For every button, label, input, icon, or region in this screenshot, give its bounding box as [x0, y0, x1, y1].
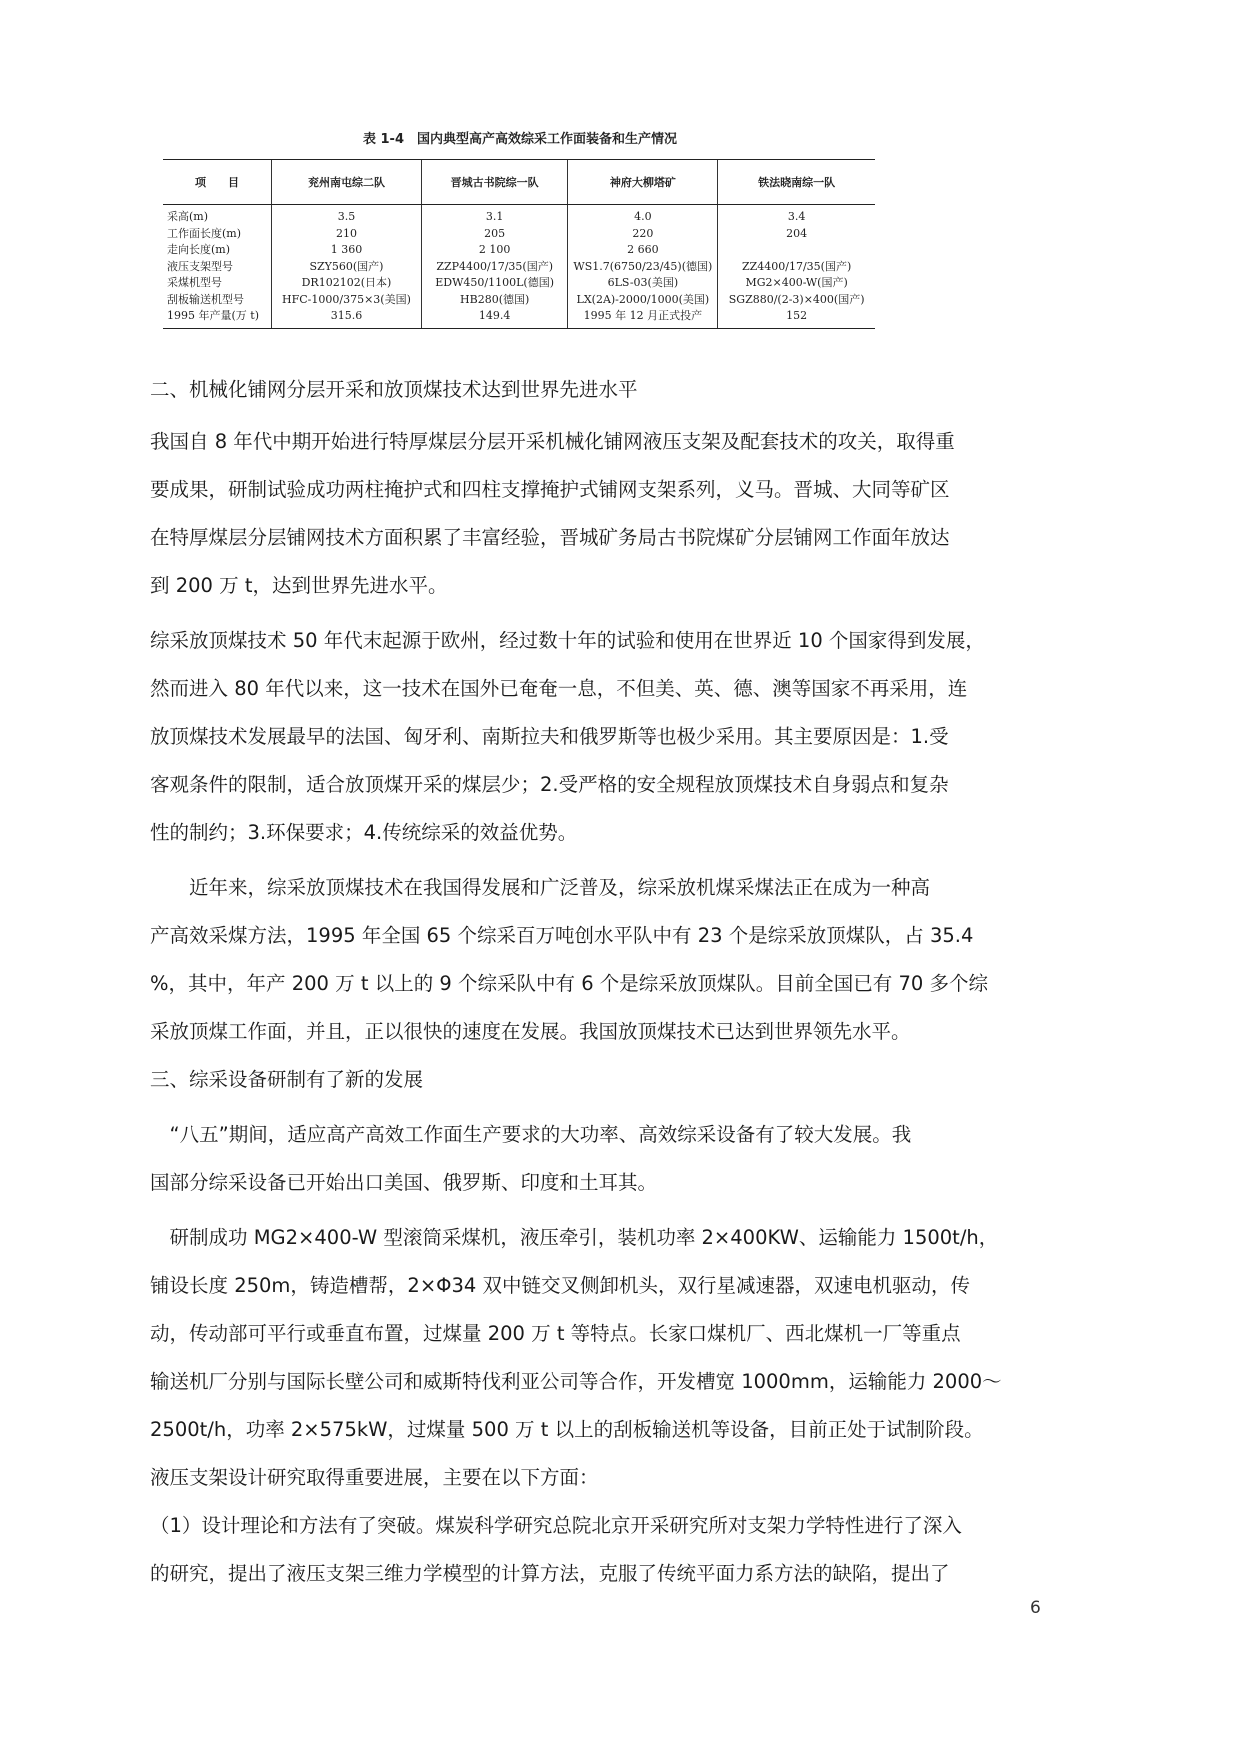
text-line: 近年来，综采放顶煤技术在我国得发展和广泛普及，综采放机煤采煤法正在成为一种高	[150, 876, 931, 899]
table-cell: 1 360	[272, 242, 422, 259]
table-cell: 4.0	[568, 205, 718, 226]
table-row	[163, 205, 875, 226]
table-cell: 1995 年 12 月正式投产	[568, 308, 718, 328]
table-cell: 2 100	[421, 242, 568, 259]
table-row	[163, 259, 875, 276]
table-cell: ZZP4400/17/35(国产)	[421, 259, 568, 276]
table-cell: 采煤机型号	[167, 276, 222, 290]
table-cell: 液压支架型号	[167, 259, 233, 273]
table-cell: 2 660	[568, 242, 718, 259]
text-line: 客观条件的限制，适合放顶煤开采的煤层少；2.受严格的安全规程放顶煤技术自身弱点和复杂	[150, 773, 949, 796]
page-number: 6	[1030, 1598, 1041, 1618]
text-line: 2500t/h，功率 2×575kW，过煤量 500 万 t 以上的刮板输送机等设备，目前正处于试制阶段。	[150, 1418, 984, 1441]
text-line: 采放顶煤工作面，并且，正以很快的速度在发展。我国放顶煤技术已达到世界领先水平。	[150, 1020, 911, 1043]
table-row	[163, 242, 875, 259]
text-line: 输送机厂分别与国际长壁公司和威斯特伐利亚公司等合作，开发槽宽 1000mm，运输能力 2000～	[150, 1370, 1002, 1393]
text-line: 我国自 8 年代中期开始进行特厚煤层分层开采机械化铺网液压支架及配套技术的攻关，取得重	[150, 430, 955, 453]
table-header-cell: 项 目	[163, 160, 272, 205]
table-cell: ZZ4400/17/35(国产)	[718, 259, 875, 276]
text-line: 性的制约；3.环保要求；4.传统综采的效益优势。	[150, 821, 578, 844]
text-line: “八五”期间，适应高产高效工作面生产要求的大功率、高效综采设备有了较大发展。我	[150, 1123, 912, 1146]
table-cell: 3.4	[718, 205, 875, 226]
table-cell: 1995 年产量(万 t)	[163, 308, 272, 328]
section-heading: 三、综采设备研制有了新的发展	[150, 1068, 424, 1091]
table-cell: WS1.7(6750/23/45)(德国)	[568, 259, 718, 276]
table-cell: EDW450/1100L(德国)	[421, 275, 568, 292]
table-cell: MG2×400-W(国产)	[718, 275, 875, 292]
section-heading: 二、机械化铺网分层开采和放顶煤技术达到世界先进水平	[150, 378, 638, 401]
table-cell: HFC-1000/375×3(美国)	[272, 292, 422, 309]
table-row	[163, 275, 875, 292]
table-cell: 210	[272, 226, 422, 243]
text-line: %，其中，年产 200 万 t 以上的 9 个综采队中有 6 个是综采放顶煤队。目前全国已有 70 多个综	[150, 972, 989, 995]
equipment-table	[163, 159, 875, 329]
text-line: 动，传动部可平行或垂直布置，过煤量 200 万 t 等特点。长家口煤机厂、西北煤机一厂等重点	[150, 1322, 961, 1345]
text-line: 到 200 万 t，达到世界先进水平。	[150, 574, 448, 597]
text-line: 铺设长度 250m，铸造槽帮，2×Φ34 双中链交叉侧卸机头，双行星减速器，双速电机驱动，传	[150, 1274, 971, 1297]
table-cell: LX(2A)-2000/1000(美国)	[568, 292, 718, 309]
table-cell: 3.5	[272, 205, 422, 226]
text-line: 液压支架设计研究取得重要进展，主要在以下方面：	[150, 1466, 599, 1489]
table-cell: 204	[718, 226, 875, 243]
table-header-cell: 铁法晓南综一队	[718, 160, 875, 205]
table-cell: DR102102(日本)	[272, 275, 422, 292]
table-cell: 6LS-03(美国)	[568, 275, 718, 292]
table-cell	[718, 242, 875, 259]
table-cell: 149.4	[421, 308, 568, 328]
table-row	[163, 226, 875, 243]
text-line: 放顶煤技术发展最早的法国、匈牙利、南斯拉夫和俄罗斯等也极少采用。其主要原因是：1.受	[150, 725, 949, 748]
text-line: 然而进入 80 年代以来，这一技术在国外已奄奄一息，不但美、英、德、澳等国家不再采用，连	[150, 677, 968, 700]
table-row	[163, 308, 875, 328]
table-cell: HB280(德国)	[421, 292, 568, 309]
text-line: 在特厚煤层分层铺网技术方面积累了丰富经验，晋城矿务局古书院煤矿分层铺网工作面年放达	[150, 526, 950, 549]
table-cell: 3.1	[421, 205, 568, 226]
table-cell: 315.6	[272, 308, 422, 328]
text-line: 国部分综采设备已开始出口美国、俄罗斯、印度和土耳其。	[150, 1171, 658, 1194]
table-cell: 刮板输送机型号	[167, 292, 244, 306]
table-cell: 205	[421, 226, 568, 243]
table-header-cell: 晋城古书院综一队	[421, 160, 568, 205]
text-line: 的研究，提出了液压支架三维力学模型的计算方法，克服了传统平面力系方法的缺陷，提出了	[150, 1562, 950, 1585]
table-header-cell: 神府大柳塔矿	[568, 160, 718, 205]
table-cell: 走向长度(m)	[167, 243, 231, 257]
text-line: 要成果，研制试验成功两柱掩护式和四柱支撑掩护式铺网支架系列，义马。晋城、大同等矿区	[150, 478, 950, 501]
table-header-row	[163, 160, 875, 205]
table-cell: 工作面长度(m)	[167, 226, 242, 240]
text-line: （1）设计理论和方法有了突破。煤炭科学研究总院北京开采研究所对支架力学特性进行了深入	[150, 1514, 962, 1537]
text-line: 产高效采煤方法，1995 年全国 65 个综采百万吨创水平队中有 23 个是综采放顶煤队，占 35.4	[150, 924, 974, 947]
text-line: 综采放顶煤技术 50 年代末起源于欧州，经过数十年的试验和使用在世界近 10 个国家得到发展，	[150, 629, 985, 652]
table-cell: SZY560(国产)	[272, 259, 422, 276]
text-line: 研制成功 MG2×400-W 型滚筒采煤机，液压牵引，装机功率 2×400KW、运输能力 1500t/h，	[150, 1226, 999, 1249]
table-cell: SGZ880/(2-3)×400(国产)	[718, 292, 875, 309]
table-caption: 表 1-4 国内典型高产高效综采工作面装备和生产情况	[362, 132, 677, 147]
table-cell: 220	[568, 226, 718, 243]
table-row	[163, 292, 875, 309]
table-header-cell: 兖州南屯综二队	[272, 160, 422, 205]
table-cell: 采高(m)	[167, 210, 209, 224]
table-cell: 152	[718, 308, 875, 328]
